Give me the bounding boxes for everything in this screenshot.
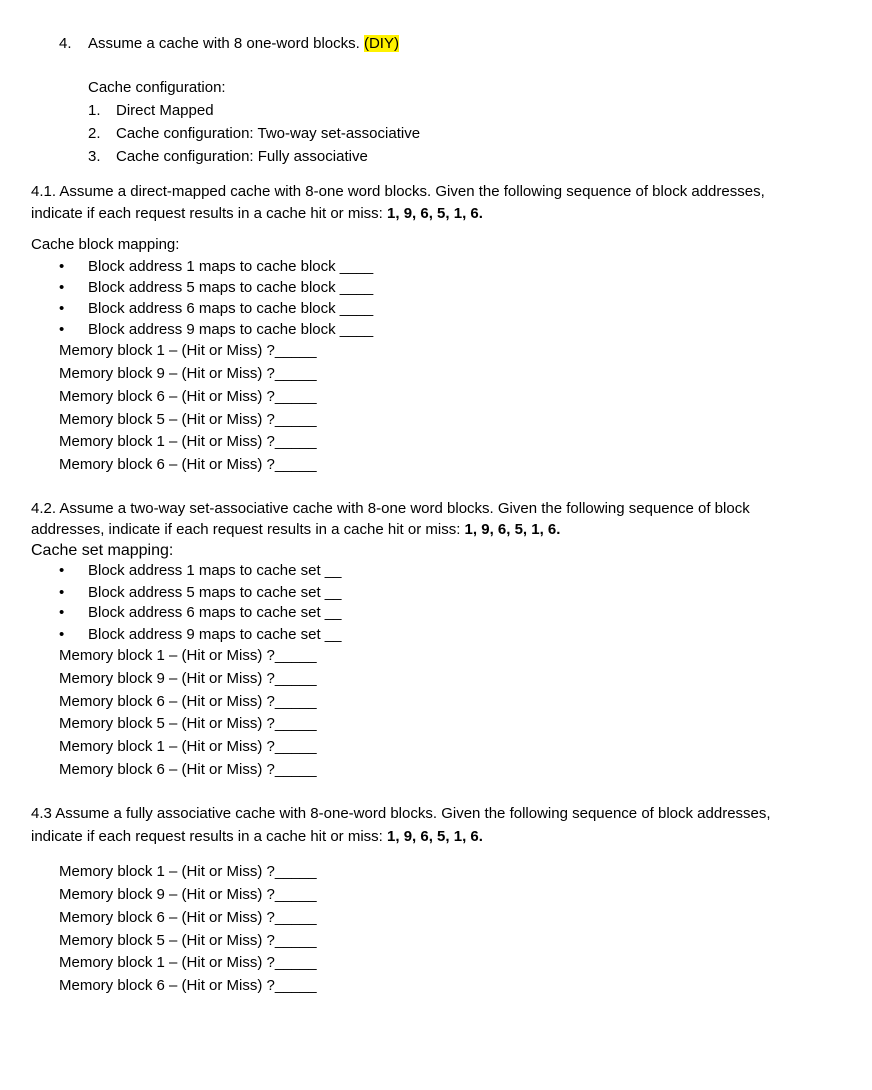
bullet-icon: • xyxy=(59,300,65,317)
q43-line1: 4.3 Assume a fully associative cache with 8-one-word blocks. Given the following sequence of block addresses, xyxy=(31,805,771,822)
config-title: Cache configuration: xyxy=(88,79,226,96)
q42-memory-item: Memory block 1 – (Hit or Miss) ?_____ xyxy=(59,738,317,755)
bullet-icon: • xyxy=(59,562,65,579)
q42-line2-wrap xyxy=(31,521,560,539)
q43-sequence: 1, 9, 6, 5, 1, 6. xyxy=(387,828,483,845)
bullet-icon: • xyxy=(59,584,65,601)
q43-memory-item: Memory block 6 – (Hit or Miss) ?_____ xyxy=(59,909,317,926)
q43-memory-item: Memory block 5 – (Hit or Miss) ?_____ xyxy=(59,932,317,949)
q43-memory-item: Memory block 9 – (Hit or Miss) ?_____ xyxy=(59,886,317,903)
q4-heading xyxy=(88,35,399,53)
bullet-icon: • xyxy=(59,321,65,338)
q43-memory-item: Memory block 1 – (Hit or Miss) ?_____ xyxy=(59,954,317,971)
q42-line1: 4.2. Assume a two-way set-associative cache with 8-one word blocks. Given the following sequence of block xyxy=(31,500,750,517)
config-num-1: 1. xyxy=(88,102,101,119)
q41-mapping-item: Block address 6 maps to cache block ____ xyxy=(88,300,374,317)
q42-memory-item: Memory block 6 – (Hit or Miss) ?_____ xyxy=(59,761,317,778)
q42-mapping-item: Block address 1 maps to cache set __ xyxy=(88,562,342,579)
q41-mapping-title: Cache block mapping: xyxy=(31,236,180,253)
bullet-icon: • xyxy=(59,279,65,296)
q43-line2-wrap xyxy=(31,828,483,846)
config-item-2: Cache configuration: Two-way set-associative xyxy=(116,125,421,142)
q41-line2-wrap xyxy=(31,205,483,223)
q41-memory-item: Memory block 6 – (Hit or Miss) ?_____ xyxy=(59,456,317,473)
q41-memory-item: Memory block 5 – (Hit or Miss) ?_____ xyxy=(59,411,317,428)
q41-memory-item: Memory block 9 – (Hit or Miss) ?_____ xyxy=(59,365,317,382)
q4-text: Assume a cache with 8 one-word blocks. xyxy=(88,35,360,52)
q42-line2: addresses, indicate if each request results in a cache hit or miss: xyxy=(31,521,461,538)
q41-memory-item: Memory block 1 – (Hit or Miss) ?_____ xyxy=(59,342,317,359)
q41-line1: 4.1. Assume a direct-mapped cache with 8-one word blocks. Given the following sequence of block addresses, xyxy=(31,183,765,200)
q43-line2: indicate if each request results in a cache hit or miss: xyxy=(31,828,383,845)
q42-memory-item: Memory block 6 – (Hit or Miss) ?_____ xyxy=(59,693,317,710)
q42-sequence: 1, 9, 6, 5, 1, 6. xyxy=(464,521,561,538)
q41-sequence: 1, 9, 6, 5, 1, 6. xyxy=(387,205,483,222)
q42-mapping-item: Block address 5 maps to cache set __ xyxy=(88,584,342,601)
q41-memory-item: Memory block 6 – (Hit or Miss) ?_____ xyxy=(59,388,317,405)
q41-line2: indicate if each request results in a cache hit or miss: xyxy=(31,205,383,222)
q41-mapping-item: Block address 1 maps to cache block ____ xyxy=(88,258,374,275)
config-num-2: 2. xyxy=(88,125,101,142)
bullet-icon: • xyxy=(59,626,65,643)
config-item-1: Direct Mapped xyxy=(116,102,214,119)
config-num-3: 3. xyxy=(88,148,101,165)
q42-memory-item: Memory block 5 – (Hit or Miss) ?_____ xyxy=(59,715,317,732)
q4-number: 4. xyxy=(59,35,72,52)
q42-mapping-title: Cache set mapping: xyxy=(31,542,174,559)
q42-mapping-item: Block address 6 maps to cache set __ xyxy=(88,604,342,621)
bullet-icon: • xyxy=(59,604,65,621)
q42-memory-item: Memory block 1 – (Hit or Miss) ?_____ xyxy=(59,647,317,664)
config-item-3: Cache configuration: Fully associative xyxy=(116,148,368,165)
q42-mapping-item: Block address 9 maps to cache set __ xyxy=(88,626,342,643)
q41-mapping-item: Block address 9 maps to cache block ____ xyxy=(88,321,374,338)
q43-memory-item: Memory block 6 – (Hit or Miss) ?_____ xyxy=(59,977,317,994)
diy-tag: (DIY) xyxy=(363,35,399,52)
q43-memory-item: Memory block 1 – (Hit or Miss) ?_____ xyxy=(59,863,317,880)
q41-mapping-item: Block address 5 maps to cache block ____ xyxy=(88,279,374,296)
q41-memory-item: Memory block 1 – (Hit or Miss) ?_____ xyxy=(59,433,317,450)
q42-memory-item: Memory block 9 – (Hit or Miss) ?_____ xyxy=(59,670,317,687)
bullet-icon: • xyxy=(59,258,65,275)
